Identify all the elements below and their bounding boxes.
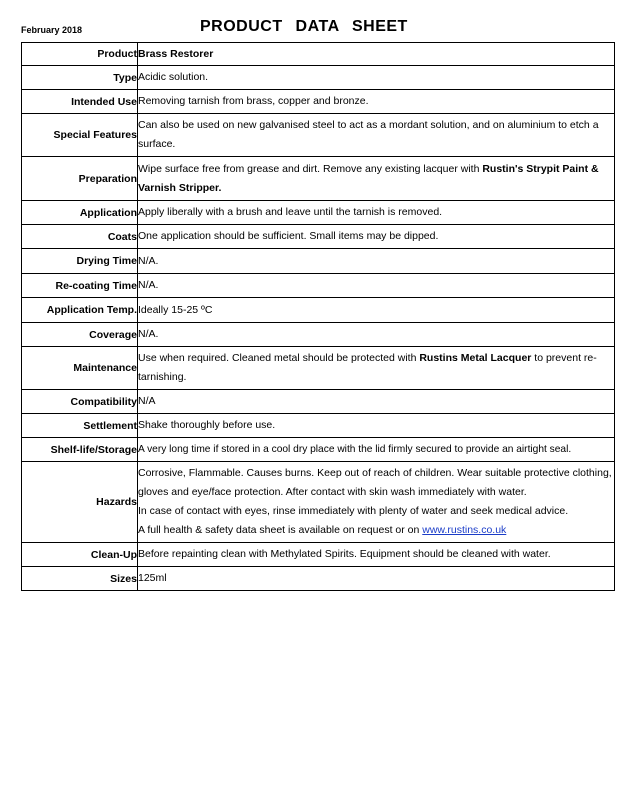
- maintenance-text: Use when required. Cleaned metal should be protected with: [138, 352, 420, 364]
- row-value-coverage: N/A.: [138, 323, 615, 347]
- hazards-datasheet-line: [138, 521, 614, 540]
- table-row: [22, 543, 615, 567]
- table-row: [22, 114, 615, 157]
- row-label-shelf-life: Shelf-life/Storage: [22, 438, 138, 462]
- row-value-preparation: [138, 157, 615, 201]
- table-row: [22, 201, 615, 225]
- product-data-table: [21, 42, 615, 591]
- table-row: [22, 249, 615, 274]
- table-row: [22, 43, 615, 66]
- row-value-clean-up: Before repainting clean with Methylated Spirits. Equipment should be cleaned with water.: [138, 543, 615, 567]
- row-label-special-features: Special Features: [22, 114, 138, 157]
- row-label-recoating-time: Re-coating Time: [22, 274, 138, 298]
- table-row: [22, 347, 615, 390]
- document-date: February 2018: [21, 25, 83, 35]
- table-row: [22, 323, 615, 347]
- row-value-product: Brass Restorer: [138, 43, 615, 66]
- row-value-maintenance: [138, 347, 615, 390]
- table-row: [22, 157, 615, 201]
- table-row: [22, 274, 615, 298]
- row-label-clean-up: Clean-Up: [22, 543, 138, 567]
- table-row: [22, 66, 615, 90]
- row-value-compatibility: N/A: [138, 390, 615, 414]
- row-label-coverage: Coverage: [22, 323, 138, 347]
- page-title: PRODUCT DATA SHEET: [200, 18, 408, 35]
- table-row: [22, 438, 615, 462]
- table-row: [22, 90, 615, 114]
- hazards-eye-contact-text: In case of contact with eyes, rinse immediately with plenty of water and seek medical advice.: [138, 505, 569, 517]
- table-row: [22, 462, 615, 543]
- row-value-settlement: Shake thoroughly before use.: [138, 414, 615, 438]
- row-label-preparation: Preparation: [22, 157, 138, 201]
- row-value-recoating-time: N/A.: [138, 274, 615, 298]
- row-value-hazards: [138, 462, 615, 543]
- table-row: [22, 225, 615, 249]
- row-value-application: Apply liberally with a brush and leave until the tarnish is removed.: [138, 201, 615, 225]
- row-label-product: Product: [22, 43, 138, 66]
- row-value-drying-time: N/A.: [138, 249, 615, 274]
- row-value-coats: One application should be sufficient. Small items may be dipped.: [138, 225, 615, 249]
- hazards-warning-text: Corrosive, Flammable. Causes burns. Keep out of reach of children. Wear suitable protective clothing, gloves and eye/face protection. After contact with skin wash immediately with water.: [138, 467, 612, 498]
- row-value-intended-use: Removing tarnish from brass, copper and bronze.: [138, 90, 615, 114]
- preparation-text: Wipe surface free from grease and dirt. Remove any existing lacquer with: [138, 162, 483, 175]
- row-value-type: Acidic solution.: [138, 66, 615, 90]
- table-row: [22, 390, 615, 414]
- row-value-application-temp: Ideally 15-25 ºC: [138, 298, 615, 323]
- row-value-shelf-life: A very long time if stored in a cool dry place with the lid firmly secured to provide an airtight seal.: [138, 438, 615, 462]
- website-link[interactable]: www.rustins.co.uk: [422, 524, 507, 536]
- row-label-application-temp: Application Temp.: [22, 298, 138, 323]
- row-label-type: Type: [22, 66, 138, 90]
- table-row: [22, 298, 615, 323]
- hazards-datasheet-text: A full health & safety data sheet is available on request or on: [138, 524, 423, 536]
- row-label-sizes: Sizes: [22, 567, 138, 591]
- row-label-settlement: Settlement: [22, 414, 138, 438]
- row-label-compatibility: Compatibility: [22, 390, 138, 414]
- table-row: [22, 567, 615, 591]
- lacquer-product-name: Rustins Metal Lacquer: [419, 352, 532, 364]
- stripper-product-name: Rustin's Strypit Paint & Varnish Stripper.: [138, 162, 599, 194]
- row-label-hazards: Hazards: [22, 462, 138, 543]
- row-value-special-features: Can also be used on new galvanised steel to act as a mordant solution, and on aluminium to etch a surface.: [138, 114, 615, 157]
- table-row: [22, 414, 615, 438]
- row-label-coats: Coats: [22, 225, 138, 249]
- row-label-intended-use: Intended Use: [22, 90, 138, 114]
- row-value-sizes: 125ml: [138, 567, 615, 591]
- row-label-drying-time: Drying Time: [22, 249, 138, 274]
- row-label-application: Application: [22, 201, 138, 225]
- maintenance-text-end: to prevent re- tarnishing.: [138, 352, 597, 383]
- row-label-maintenance: Maintenance: [22, 347, 138, 390]
